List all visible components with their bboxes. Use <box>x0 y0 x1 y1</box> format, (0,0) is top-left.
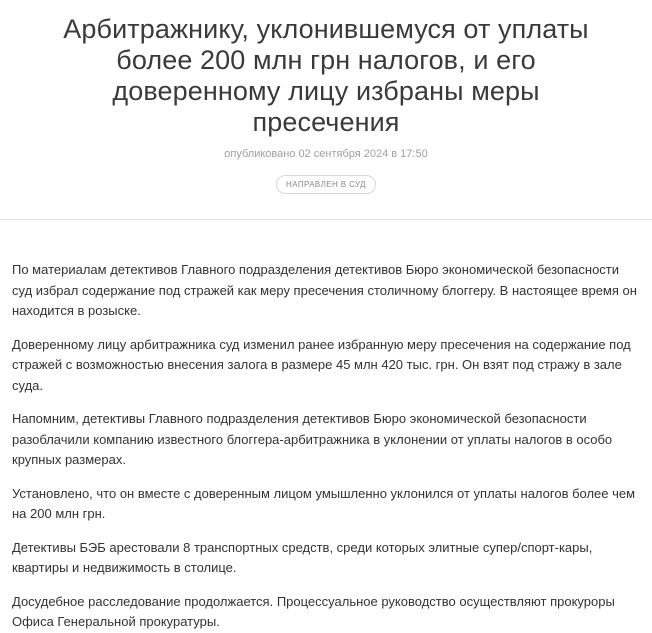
page-title: Арбитражнику, уклонившемуся от уплаты более 200 млн грн налогов, и его доверенному лицу избраны меры пресечения <box>63 14 589 137</box>
article-body <box>0 220 652 633</box>
article-header <box>0 0 652 194</box>
paragraph-5: Детективы БЭБ арестовали 8 транспортных средств, среди которых элитные супер/спорт-кары, квартиры и недвижимость в столице. <box>12 539 593 575</box>
publish-date: опубликовано 02 сентября 2024 в 17:50 <box>224 148 428 160</box>
paragraph-6: Досудебное расследование продолжается. Процессуальное руководство осуществляют прокуроры Офиса Генеральной прокуратуры. <box>12 593 615 629</box>
paragraph-2: Доверенному лицу арбитражника суд изменил ранее избранную меру пресечения на содержание под стражей с возможностью внесения залога в размере 45 млн 420 тыс. грн. Он взят под стражу в зале суда. <box>12 336 631 393</box>
status-badge[interactable]: НАПРАВЛЕН В СУД <box>276 175 376 194</box>
paragraph-3: Напомним, детективы Главного подразделения детективов Бюро экономической безопасности разоблачили компанию известного блоггера-арбитражника в уклонении от уплаты налогов в особо крупных размерах. <box>12 411 613 467</box>
paragraph-4: Установлено, что он вместе с доверенным лицом умышленно уклонился от уплаты налогов более чем на 200 млн грн. <box>12 485 636 521</box>
paragraph-1: По материалам детективов Главного подразделения детективов Бюро экономической безопасности суд избрал содержание под стражей как меру пресечения столичному блоггеру. В настоящее время он находится в розыске. <box>12 262 637 318</box>
